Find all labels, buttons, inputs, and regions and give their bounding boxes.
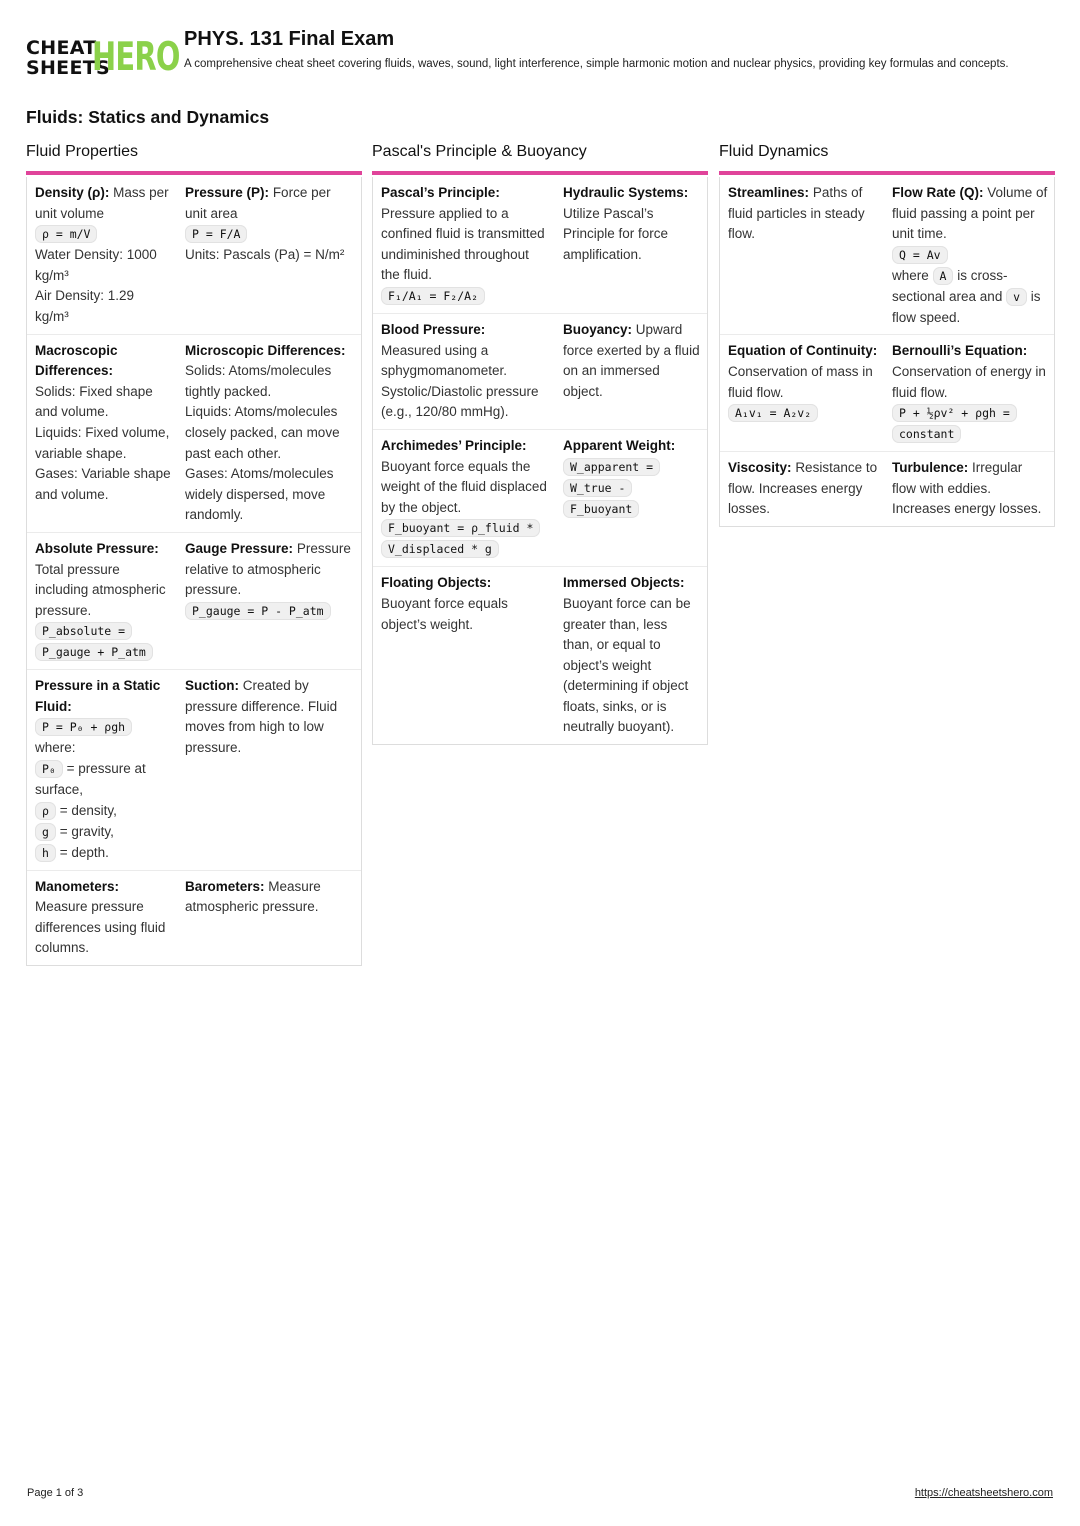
column-title: Fluid Properties: [26, 143, 139, 160]
card-cell: [555, 320, 707, 423]
formula-code: A₁v₁ = A₂v₂: [728, 404, 818, 422]
term-label: Microscopic Differences:: [185, 342, 346, 358]
column-pascals-principle: [372, 141, 708, 745]
definition-text: Upward force exerted by a fluid on an immersed object.: [563, 321, 700, 399]
symbol-code: P₀: [35, 760, 63, 778]
note-line: Solids: Atoms/molecules tightly packed.: [185, 363, 332, 399]
note-line: Liquids: Atoms/molecules closely packed, can move past each other.: [185, 404, 340, 461]
definition-text: Mass per unit volume: [35, 185, 169, 221]
formula-code: P = F/A: [185, 225, 247, 243]
card-panel: [372, 177, 708, 745]
card-cell: [177, 877, 361, 959]
formula-code: F₁/A₁ = F₂/A₂: [381, 287, 485, 305]
column-title: Pascal's Principle & Buoyancy: [372, 143, 587, 160]
symbol-code: v: [1006, 288, 1027, 306]
logo-sheets-text: SHEETS: [26, 57, 110, 79]
definition-text: Conservation of energy in fluid flow.: [892, 363, 1046, 400]
term-label: Apparent Weight:: [563, 437, 676, 453]
card-cell: [720, 341, 884, 445]
card-cell: [27, 877, 177, 959]
term-label: Suction:: [185, 678, 239, 694]
term-label: Streamlines:: [728, 185, 810, 200]
term-label: Bernoulli’s Equation:: [892, 343, 1028, 359]
where-text: is flow speed.: [892, 288, 1041, 325]
card-cell: [27, 341, 177, 526]
card-cell: [555, 183, 707, 307]
definition-text: Pressure relative to atmospheric pressure.: [185, 540, 351, 598]
formula-code: P_absolute = P_gauge + P_atm: [35, 622, 153, 661]
formula-code: ρ = m/V: [35, 225, 97, 243]
term-label: Blood Pressure:: [381, 321, 486, 337]
card-cell: [884, 183, 1054, 328]
term-label: Pressure in a Static Fluid:: [35, 678, 161, 714]
card-row: [27, 871, 361, 965]
definition-text: Force per unit area: [185, 185, 331, 221]
definition-text: Measure pressure differences using fluid columns.: [35, 899, 166, 956]
term-label: Viscosity:: [728, 460, 792, 476]
card-cell: [27, 183, 177, 328]
where-text: is cross-sectional area and: [892, 267, 1008, 304]
card-cell: [720, 458, 884, 520]
card-row: [373, 314, 707, 430]
card-cell: [555, 573, 707, 738]
definition-text: Buoyant force equals the weight of the fluid displaced by the object.: [381, 458, 547, 515]
term-label: Turbulence:: [892, 460, 969, 476]
page-number: Page 1 of 3: [27, 1487, 84, 1499]
symbol-code: g: [35, 823, 56, 841]
symbol-desc: = gravity,: [59, 823, 114, 839]
definition-text: Buoyant force can be greater than, less than, or equal to object’s weight (determining if object floats, sinks, or is neutrally buoyant).: [563, 595, 691, 735]
note-line: Units: Pascals (Pa) = N/m²: [185, 247, 345, 263]
note-line: Gases: Variable shape and volume.: [35, 466, 171, 502]
column-accent-bar: [719, 171, 1055, 175]
definition-text: Pressure applied to a confined fluid is transmitted undiminished throughout the fluid.: [381, 205, 545, 283]
definition-text: Utilize Pascal’s Principle for force amplification.: [563, 205, 669, 262]
card-row: [373, 177, 707, 314]
card-cell: [177, 676, 361, 863]
page-subtitle: A comprehensive cheat sheet covering fluids, waves, sound, light interference, simple harmonic motion and nuclear physics, providing key formulas and concepts.: [184, 58, 1009, 70]
term-label: Equation of Continuity:: [728, 343, 878, 359]
formula-code: P = P₀ + ρgh: [35, 718, 132, 736]
card-cell: [373, 573, 555, 738]
definition-text: Created by pressure difference. Fluid moves from high to low pressure.: [185, 678, 338, 756]
where-label: where:: [35, 740, 76, 756]
symbol-desc: = depth.: [59, 844, 109, 860]
card-cell: [884, 458, 1054, 520]
term-label: Floating Objects:: [381, 575, 492, 591]
column-accent-bar: [26, 171, 362, 175]
term-label: Archimedes’ Principle:: [381, 437, 527, 453]
section-title: Fluids: Statics and Dynamics: [26, 107, 270, 127]
where-text: where: [892, 267, 929, 283]
card-panel: [719, 177, 1055, 527]
card-cell: [720, 183, 884, 328]
formula-code: F_buoyant = ρ_fluid * V_displaced * g: [381, 519, 540, 558]
column-fluid-properties: [26, 141, 362, 966]
card-cell: [884, 341, 1054, 445]
card-cell: [373, 183, 555, 307]
symbol-desc: = pressure at surface,: [35, 761, 146, 798]
cheatsheetshero-logo[interactable]: [26, 35, 180, 80]
definition-text: Paths of fluid particles in steady flow.: [728, 185, 865, 242]
term-label: Pascal’s Principle:: [381, 185, 500, 200]
term-label: Macroscopic Differences:: [35, 342, 118, 379]
card-row: [27, 177, 361, 335]
card-cell: [177, 341, 361, 526]
column-fluid-dynamics: [719, 141, 1055, 527]
note-line: Water Density: 1000 kg/m³: [35, 247, 157, 283]
note-line: Air Density: 1.29 kg/m³: [35, 288, 135, 324]
term-label: Gauge Pressure:: [185, 540, 294, 556]
card-panel: [26, 177, 362, 966]
card-row: [27, 335, 361, 533]
definition-text: Buoyant force equals object’s weight.: [381, 595, 508, 632]
term-label: Manometers:: [35, 878, 120, 894]
column-title: Fluid Dynamics: [719, 143, 829, 160]
formula-code: P + ½ρv² + ρgh = constant: [892, 404, 1017, 443]
card-row: [27, 533, 361, 670]
definition-text: Volume of fluid passing a point per unit time.: [892, 185, 1048, 242]
term-label: Pressure (P):: [185, 185, 270, 200]
note-line: Liquids: Fixed volume, variable shape.: [35, 424, 170, 461]
card-cell: [27, 539, 177, 663]
definition-text: Measured using a sphygmomanometer. Systolic/Diastolic pressure (e.g., 120/80 mmHg).: [381, 342, 539, 420]
term-label: Immersed Objects:: [563, 575, 685, 591]
card-cell: [177, 183, 361, 328]
card-row: [373, 567, 707, 744]
card-row: [720, 177, 1054, 335]
symbol-desc: = density,: [59, 802, 117, 818]
logo-cheat-text: CHEAT: [26, 37, 97, 59]
formula-code: P_gauge = P - P_atm: [185, 602, 331, 620]
card-row: [720, 452, 1054, 526]
term-label: Barometers:: [185, 878, 265, 894]
card-cell: [373, 436, 555, 560]
card-cell: [27, 676, 177, 863]
logo-hero-text: HERO: [92, 35, 180, 80]
definition-text: Measure atmospheric pressure.: [185, 878, 321, 915]
card-cell: [373, 320, 555, 423]
card-row: [27, 670, 361, 870]
term-label: Density (ρ):: [35, 185, 110, 200]
formula-code: Q = Av: [892, 246, 948, 264]
card-row: [720, 335, 1054, 452]
card-cell: [555, 436, 707, 560]
definition-text: Irregular flow with eddies. Increases energy losses.: [892, 460, 1042, 517]
formula-code: W_apparent = W_true - F_buoyant: [563, 458, 660, 518]
term-label: Buoyancy:: [563, 321, 633, 337]
site-link[interactable]: https://cheatsheetshero.com: [914, 1487, 1053, 1499]
symbol-code: A: [933, 267, 954, 285]
term-label: Flow Rate (Q):: [892, 185, 984, 200]
note-line: Solids: Fixed shape and volume.: [35, 383, 153, 420]
card-row: [373, 430, 707, 567]
page-header: [26, 28, 1056, 90]
definition-text: Conservation of mass in fluid flow.: [728, 363, 873, 400]
card-cell: [177, 539, 361, 663]
term-label: Hydraulic Systems:: [563, 185, 689, 200]
column-accent-bar: [372, 171, 708, 175]
note-line: Gases: Atoms/molecules widely dispersed, move randomly.: [185, 466, 334, 523]
definition-text: Resistance to flow. Increases energy losses.: [728, 460, 878, 517]
symbol-code: h: [35, 844, 56, 862]
page-title: PHYS. 131 Final Exam: [184, 28, 395, 50]
term-label: Absolute Pressure:: [35, 540, 159, 556]
symbol-code: ρ: [35, 802, 56, 820]
definition-text: Total pressure including atmospheric pressure.: [35, 561, 166, 618]
